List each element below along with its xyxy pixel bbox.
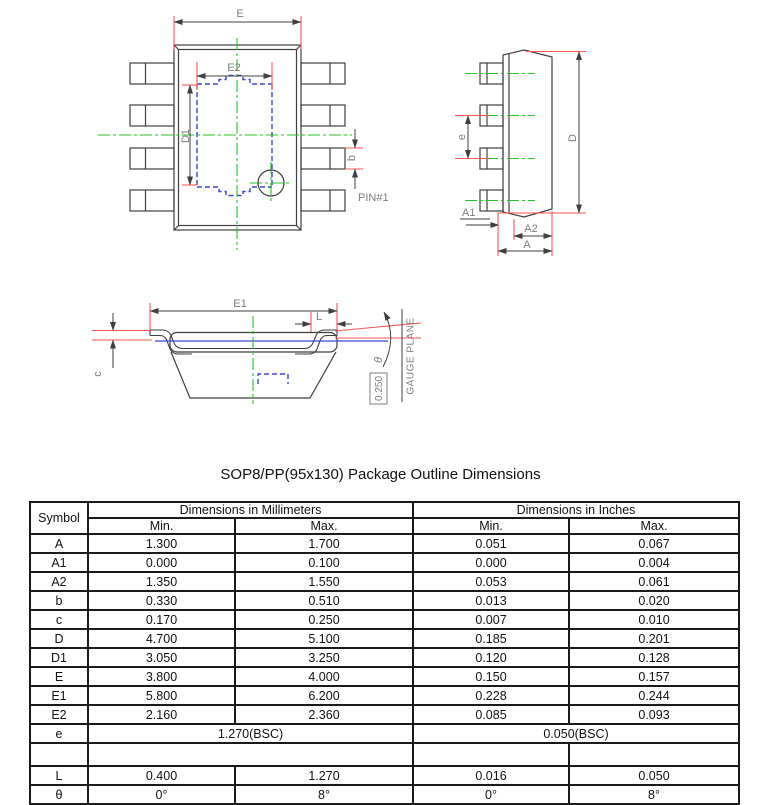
cell-mm-max: 5.100 [235, 629, 413, 648]
table-row-e [30, 724, 739, 743]
cell-symbol: A1 [30, 553, 88, 572]
cell-symbol: E1 [30, 686, 88, 705]
table-header-row-minmax [30, 518, 739, 534]
header-inch-min: Min. [413, 518, 569, 534]
dim-label-D: D [567, 134, 579, 142]
cell-mm-min: 0.330 [88, 591, 235, 610]
table-row [30, 766, 739, 785]
cell-mm-min: 0.400 [88, 766, 235, 785]
dim-label-c: c [92, 371, 104, 377]
dim-label-A2: A2 [524, 223, 538, 235]
table-row [30, 572, 739, 591]
cell-mm-max: 1.700 [235, 534, 413, 553]
header-mm-min: Min. [88, 518, 235, 534]
table-row [30, 610, 739, 629]
cell-mm-max: 0.510 [235, 591, 413, 610]
cell-in-max: 0.157 [569, 667, 739, 686]
cell-in-min: 0.053 [413, 572, 569, 591]
table-row [30, 686, 739, 705]
dim-label-A1: A1 [462, 207, 476, 219]
cell-blank [30, 743, 88, 766]
dim-A1 [460, 219, 499, 225]
table-row [30, 629, 739, 648]
dim-D [498, 52, 586, 214]
cell-symbol: θ [30, 785, 88, 804]
cell-mm-min: 0° [88, 785, 235, 804]
cell-in-min: 0.120 [413, 648, 569, 667]
cell-in-min: 0.013 [413, 591, 569, 610]
table-row-blank [30, 743, 739, 766]
cell-in-max: 0.010 [569, 610, 739, 629]
cell-mm-max: 1.550 [235, 572, 413, 591]
cell-mm-min: 3.050 [88, 648, 235, 667]
dim-L [295, 312, 352, 332]
top-view-right-leads [301, 63, 345, 211]
cell-symbol: D [30, 629, 88, 648]
dim-label-E: E [236, 8, 244, 20]
cell-in-max: 0.093 [569, 705, 739, 724]
header-inch-max: Max. [569, 518, 739, 534]
cell-symbol: A2 [30, 572, 88, 591]
cell-mm-max: 3.250 [235, 648, 413, 667]
top-view [98, 8, 389, 250]
top-view-left-leads [130, 63, 174, 211]
cell-in-min: 0° [413, 785, 569, 804]
side-view-pins [480, 63, 503, 211]
cell-mm-bsc: 1.270(BSC) [88, 724, 413, 743]
cell-mm-min: 5.800 [88, 686, 235, 705]
pin1-label: PIN#1 [358, 192, 389, 204]
cell-in-max: 0.128 [569, 648, 739, 667]
cell-in-min: 0.185 [413, 629, 569, 648]
side-view [455, 50, 586, 256]
cell-mm-max: 6.200 [235, 686, 413, 705]
cell-in-max: 0.061 [569, 572, 739, 591]
cell-symbol: E [30, 667, 88, 686]
dim-label-L: L [315, 311, 323, 323]
cell-mm-min: 0.170 [88, 610, 235, 629]
header-mm-group: Dimensions in Millimeters [88, 502, 413, 518]
cell-symbol: L [30, 766, 88, 785]
cell-mm-max: 0.250 [235, 610, 413, 629]
cell-mm-min: 1.300 [88, 534, 235, 553]
dim-label-E2: E2 [227, 62, 241, 74]
table-row [30, 667, 739, 686]
page-title: SOP8/PP(95x130) Package Outline Dimensions [220, 466, 541, 483]
table-row [30, 785, 739, 804]
cell-mm-min: 0.000 [88, 553, 235, 572]
dim-label-D1: D1 [180, 128, 192, 144]
cell-in-max: 0.004 [569, 553, 739, 572]
cell-mm-min: 3.800 [88, 667, 235, 686]
table-header-row-groups [30, 502, 739, 518]
cell-in-min: 0.228 [413, 686, 569, 705]
cell-symbol: c [30, 610, 88, 629]
gauge-plane-label: GAUGE PLANE [405, 317, 417, 395]
cell-mm-min: 2.160 [88, 705, 235, 724]
cell-blank [569, 743, 739, 766]
cell-mm-min: 4.700 [88, 629, 235, 648]
cell-in-min: 0.085 [413, 705, 569, 724]
cell-mm-max: 2.360 [235, 705, 413, 724]
cell-in-min: 0.051 [413, 534, 569, 553]
dim-c [92, 313, 152, 368]
cell-blank [88, 743, 413, 766]
cell-in-min: 0.000 [413, 553, 569, 572]
dim-label-E1: E1 [233, 298, 247, 310]
front-view-leads [150, 330, 337, 354]
table-row [30, 553, 739, 572]
cell-mm-max: 4.000 [235, 667, 413, 686]
dim-label-A: A [523, 239, 531, 251]
cell-in-max: 0.020 [569, 591, 739, 610]
cell-symbol: e [30, 724, 88, 743]
dim-label-theta: θ [373, 357, 385, 363]
table-row [30, 648, 739, 667]
cell-in-max: 8° [569, 785, 739, 804]
header-symbol: Symbol [30, 502, 88, 534]
cell-in-max: 0.050 [569, 766, 739, 785]
cell-in-min: 0.016 [413, 766, 569, 785]
cell-symbol: D1 [30, 648, 88, 667]
cell-mm-max: 8° [235, 785, 413, 804]
dim-label-e: e [456, 133, 468, 141]
cell-symbol: b [30, 591, 88, 610]
dim-label-b: b [346, 154, 358, 162]
cell-in-max: 0.244 [569, 686, 739, 705]
cell-in-min: 0.007 [413, 610, 569, 629]
side-view-body [503, 50, 552, 217]
front-view [92, 298, 421, 404]
cell-mm-min: 1.350 [88, 572, 235, 591]
header-mm-max: Max. [235, 518, 413, 534]
cell-mm-max: 1.270 [235, 766, 413, 785]
cell-inch-bsc: 0.050(BSC) [413, 724, 739, 743]
front-view-pad-detail [258, 374, 288, 384]
gauge-value-label: 0.250 [374, 375, 385, 402]
table-row [30, 534, 739, 553]
cell-symbol: A [30, 534, 88, 553]
dimensions-table [29, 501, 740, 805]
cell-blank [413, 743, 569, 766]
side-view-centerlines [465, 74, 535, 201]
cell-mm-max: 0.100 [235, 553, 413, 572]
top-view-centerlines [98, 38, 352, 250]
header-inch-group: Dimensions in Inches [413, 502, 739, 518]
cell-in-max: 0.201 [569, 629, 739, 648]
table-row [30, 705, 739, 724]
cell-in-max: 0.067 [569, 534, 739, 553]
cell-symbol: E2 [30, 705, 88, 724]
table-row [30, 591, 739, 610]
cell-in-min: 0.150 [413, 667, 569, 686]
